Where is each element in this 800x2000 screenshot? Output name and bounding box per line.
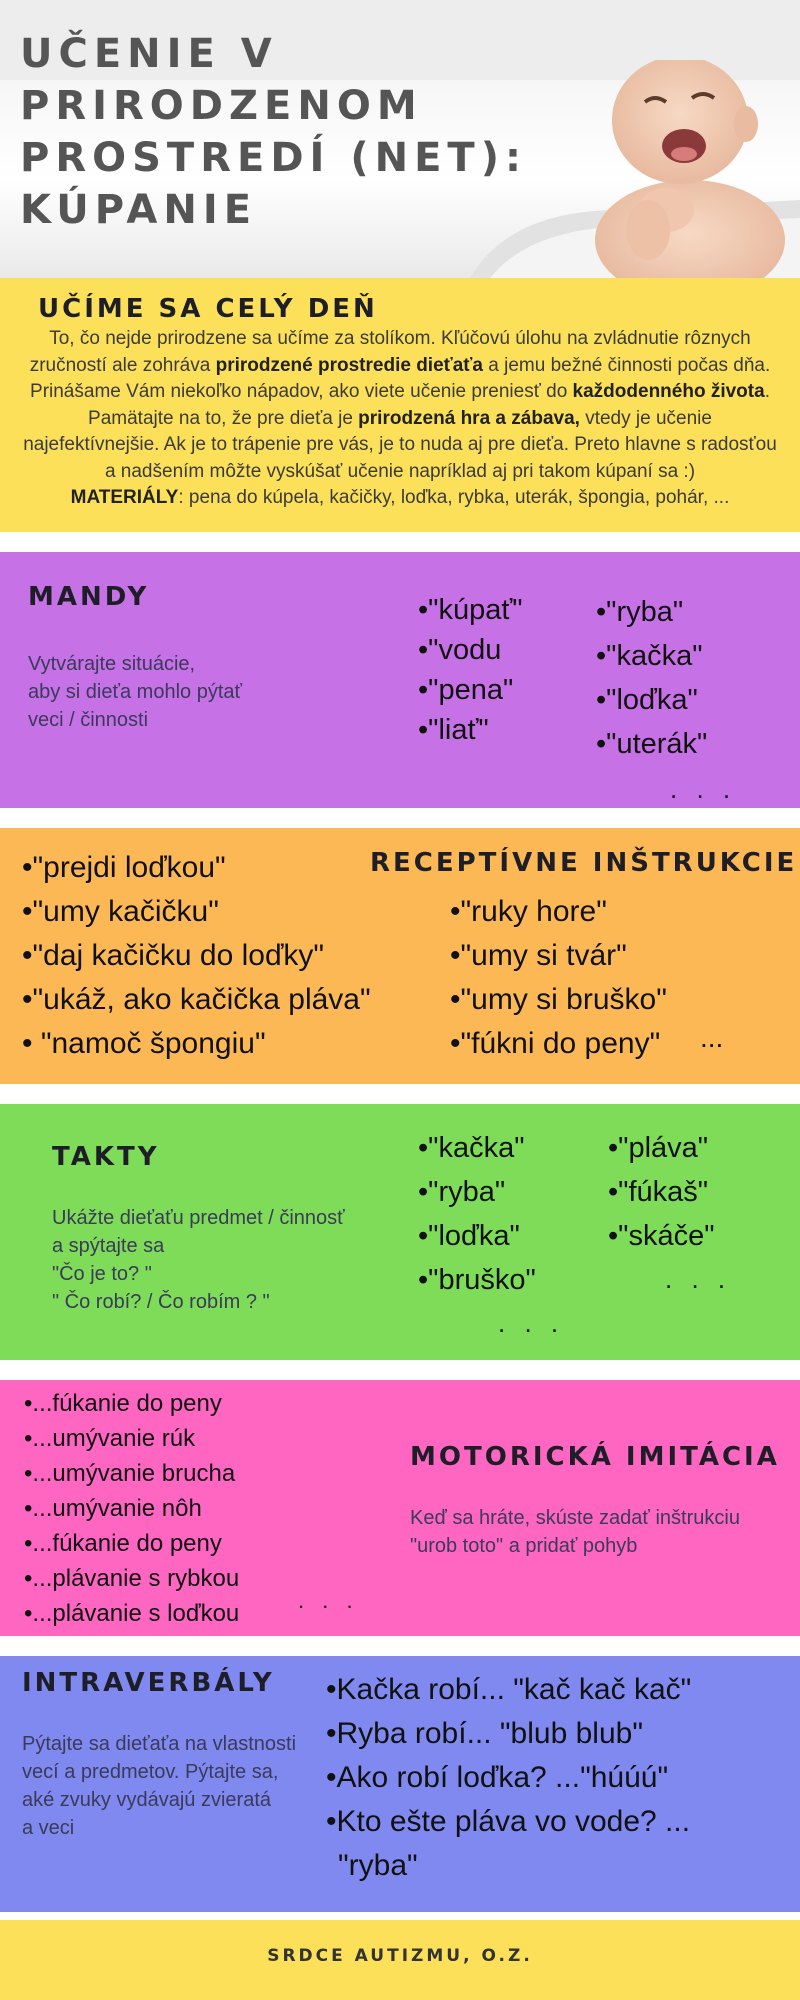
desc-line: aké zvuky vydávajú zvieratá (22, 1789, 272, 1811)
list-item: •...umývanie rúk (24, 1425, 196, 1452)
list-item: •"ryba" (418, 1176, 506, 1208)
list-item: •...fúkanie do peny (24, 1530, 222, 1557)
motor-heading: MOTORICKÁ IMITÁCIA (410, 1442, 780, 1472)
desc-line: a veci (22, 1817, 75, 1839)
intro-text-part: a jemu bežné činnosti počas dňa. Prinášame Vám niekoľko nápadov, ako viete učenie preniesť do (30, 354, 771, 402)
intraverbal-heading: INTRAVERBÁLY (22, 1668, 275, 1698)
list-item: •"ukáž, ako kačička pláva" (22, 983, 371, 1016)
ellipsis: ... (700, 1022, 724, 1053)
list-item: •"umy kačičku" (22, 895, 219, 928)
list-item: "ryba" (338, 1849, 418, 1882)
list-item: •"pláva" (608, 1132, 709, 1164)
list-item: •"uterák" (596, 728, 708, 760)
list-item: •...plávanie s loďkou (24, 1600, 240, 1627)
intro-text-bold: každodenného života (572, 381, 765, 402)
intro-heading: UČÍME SA CELÝ DEŇ (38, 294, 378, 324)
footer-text: SRDCE AUTIZMU, O.Z. (267, 1946, 533, 1966)
desc-line: aby si dieťa mohlo pýtať (28, 681, 243, 703)
receptive-list (450, 890, 667, 1066)
desc-line: Pýtajte sa dieťaťa na vlastnosti (22, 1733, 297, 1755)
mandy-heading: MANDY (28, 582, 150, 612)
ellipsis: . . . (665, 1264, 732, 1294)
footer (0, 1920, 800, 2000)
page-title (20, 28, 680, 236)
takty-section (0, 1104, 800, 1360)
mandy-section (0, 552, 800, 808)
list-item: •"fúkaš" (608, 1176, 709, 1208)
desc-line: Ukážte dieťaťu predmet / činnosť (52, 1207, 345, 1229)
intraverbal-description (22, 1730, 322, 1842)
desc-line: vecí a predmetov. Pýtajte sa, (22, 1761, 279, 1783)
title-line: KÚPANIE (20, 187, 258, 233)
list-item: •"kačka" (596, 640, 703, 672)
list-item: •"prejdi loďkou" (22, 851, 226, 884)
takty-list (418, 1126, 536, 1302)
desc-line: "urob toto" a pridať pohyb (410, 1535, 638, 1557)
receptive-list (22, 846, 371, 1066)
intro-text-bold: prirodzené prostredie dieťaťa (215, 354, 483, 376)
ellipsis: . . . (498, 1308, 565, 1338)
ellipsis: . . . (670, 774, 737, 804)
receptive-section (0, 828, 800, 1084)
list-item: •...umývanie nôh (24, 1495, 202, 1522)
motor-section (0, 1380, 800, 1636)
receptive-heading: RECEPTÍVNE INŠTRUKCIE (370, 848, 798, 878)
intro-text-part: To, čo nejde prirodzene sa učíme za stolíkom. Kľúčovú úlohu na zvládnutie rôznych zručností ale zohráva (29, 328, 751, 376)
intraverbal-section (0, 1656, 800, 1912)
list-item: •"liať" (418, 714, 489, 746)
desc-line: Keď sa hráte, skúste zadať inštrukciu (410, 1507, 740, 1529)
takty-description (52, 1204, 372, 1316)
takty-heading: TAKTY (52, 1142, 160, 1172)
list-item: •"ruky hore" (450, 895, 607, 928)
list-item: •Ako robí loďka? ..."húúú" (326, 1761, 669, 1794)
desc-line: "Čo je to? " (52, 1263, 152, 1285)
intro-text-part: vtedy je učenie najefektívnejšie. Ak je to trápenie pre vás, je to nuda aj pre dieťa. Preto hlavne s radosťou a nadšením môžte vyskúšať učenie napríklad aj pri takom kúpaní sa :) (23, 407, 777, 482)
list-item: •"loďka" (596, 684, 698, 716)
list-item: •"skáče" (608, 1220, 715, 1252)
list-item: • "namoč špongiu" (22, 1027, 266, 1060)
intro-text (22, 326, 778, 512)
intro-section (0, 278, 800, 532)
list-item: •"kúpať" (418, 594, 523, 626)
materials-text: : pena do kúpela, kačičky, loďka, rybka, uterák, špongia, pohár, ... (178, 487, 730, 508)
title-line: PROSTREDÍ (NET): (20, 135, 527, 181)
list-item: •...fúkanie do peny (24, 1390, 222, 1417)
materials-label: MATERIÁLY (70, 487, 179, 508)
list-item: •Kačka robí... "kač kač kač" (326, 1673, 692, 1706)
desc-line: Vytvárajte situácie, (28, 653, 196, 675)
title-line: UČENIE V PRIRODZENOM (20, 31, 423, 129)
list-item: •Ryba robí... "blub blub" (326, 1717, 643, 1750)
list-item: •"umy si tvár" (450, 939, 627, 972)
list-item: •"loďka" (418, 1220, 520, 1252)
list-item: •"umy si bruško" (450, 983, 667, 1016)
list-item: •"pena" (418, 674, 514, 706)
list-item: •"bruško" (418, 1264, 536, 1296)
list-item: •"fúkni do peny" (450, 1027, 661, 1060)
ellipsis: . . . (298, 1588, 359, 1613)
mandy-list (596, 590, 707, 766)
desc-line: veci / činnosti (28, 709, 149, 731)
intro-text-bold: prirodzená hra a zábava, (358, 407, 580, 429)
mandy-list (418, 590, 523, 750)
intraverbal-list (326, 1668, 691, 1888)
list-item: •...plávanie s rybkou (24, 1565, 240, 1592)
list-item: •Kto ešte pláva vo vode? ... (326, 1805, 691, 1838)
list-item: •"kačka" (418, 1132, 525, 1164)
intro-text-part: . Pamätajte na to, že pre dieťa je (88, 381, 770, 429)
list-item: •"vodu (418, 634, 502, 666)
motor-list (24, 1386, 239, 1631)
list-item: •"daj kačičku do loďky" (22, 939, 325, 972)
motor-description (410, 1504, 800, 1560)
desc-line: a spýtajte sa (52, 1235, 165, 1257)
list-item: •...umývanie brucha (24, 1460, 236, 1487)
hero-banner (0, 0, 800, 278)
takty-list (608, 1126, 715, 1258)
mandy-description (28, 650, 328, 734)
list-item: •"ryba" (596, 596, 684, 628)
desc-line: " Čo robí? / Čo robím ? " (52, 1291, 270, 1313)
